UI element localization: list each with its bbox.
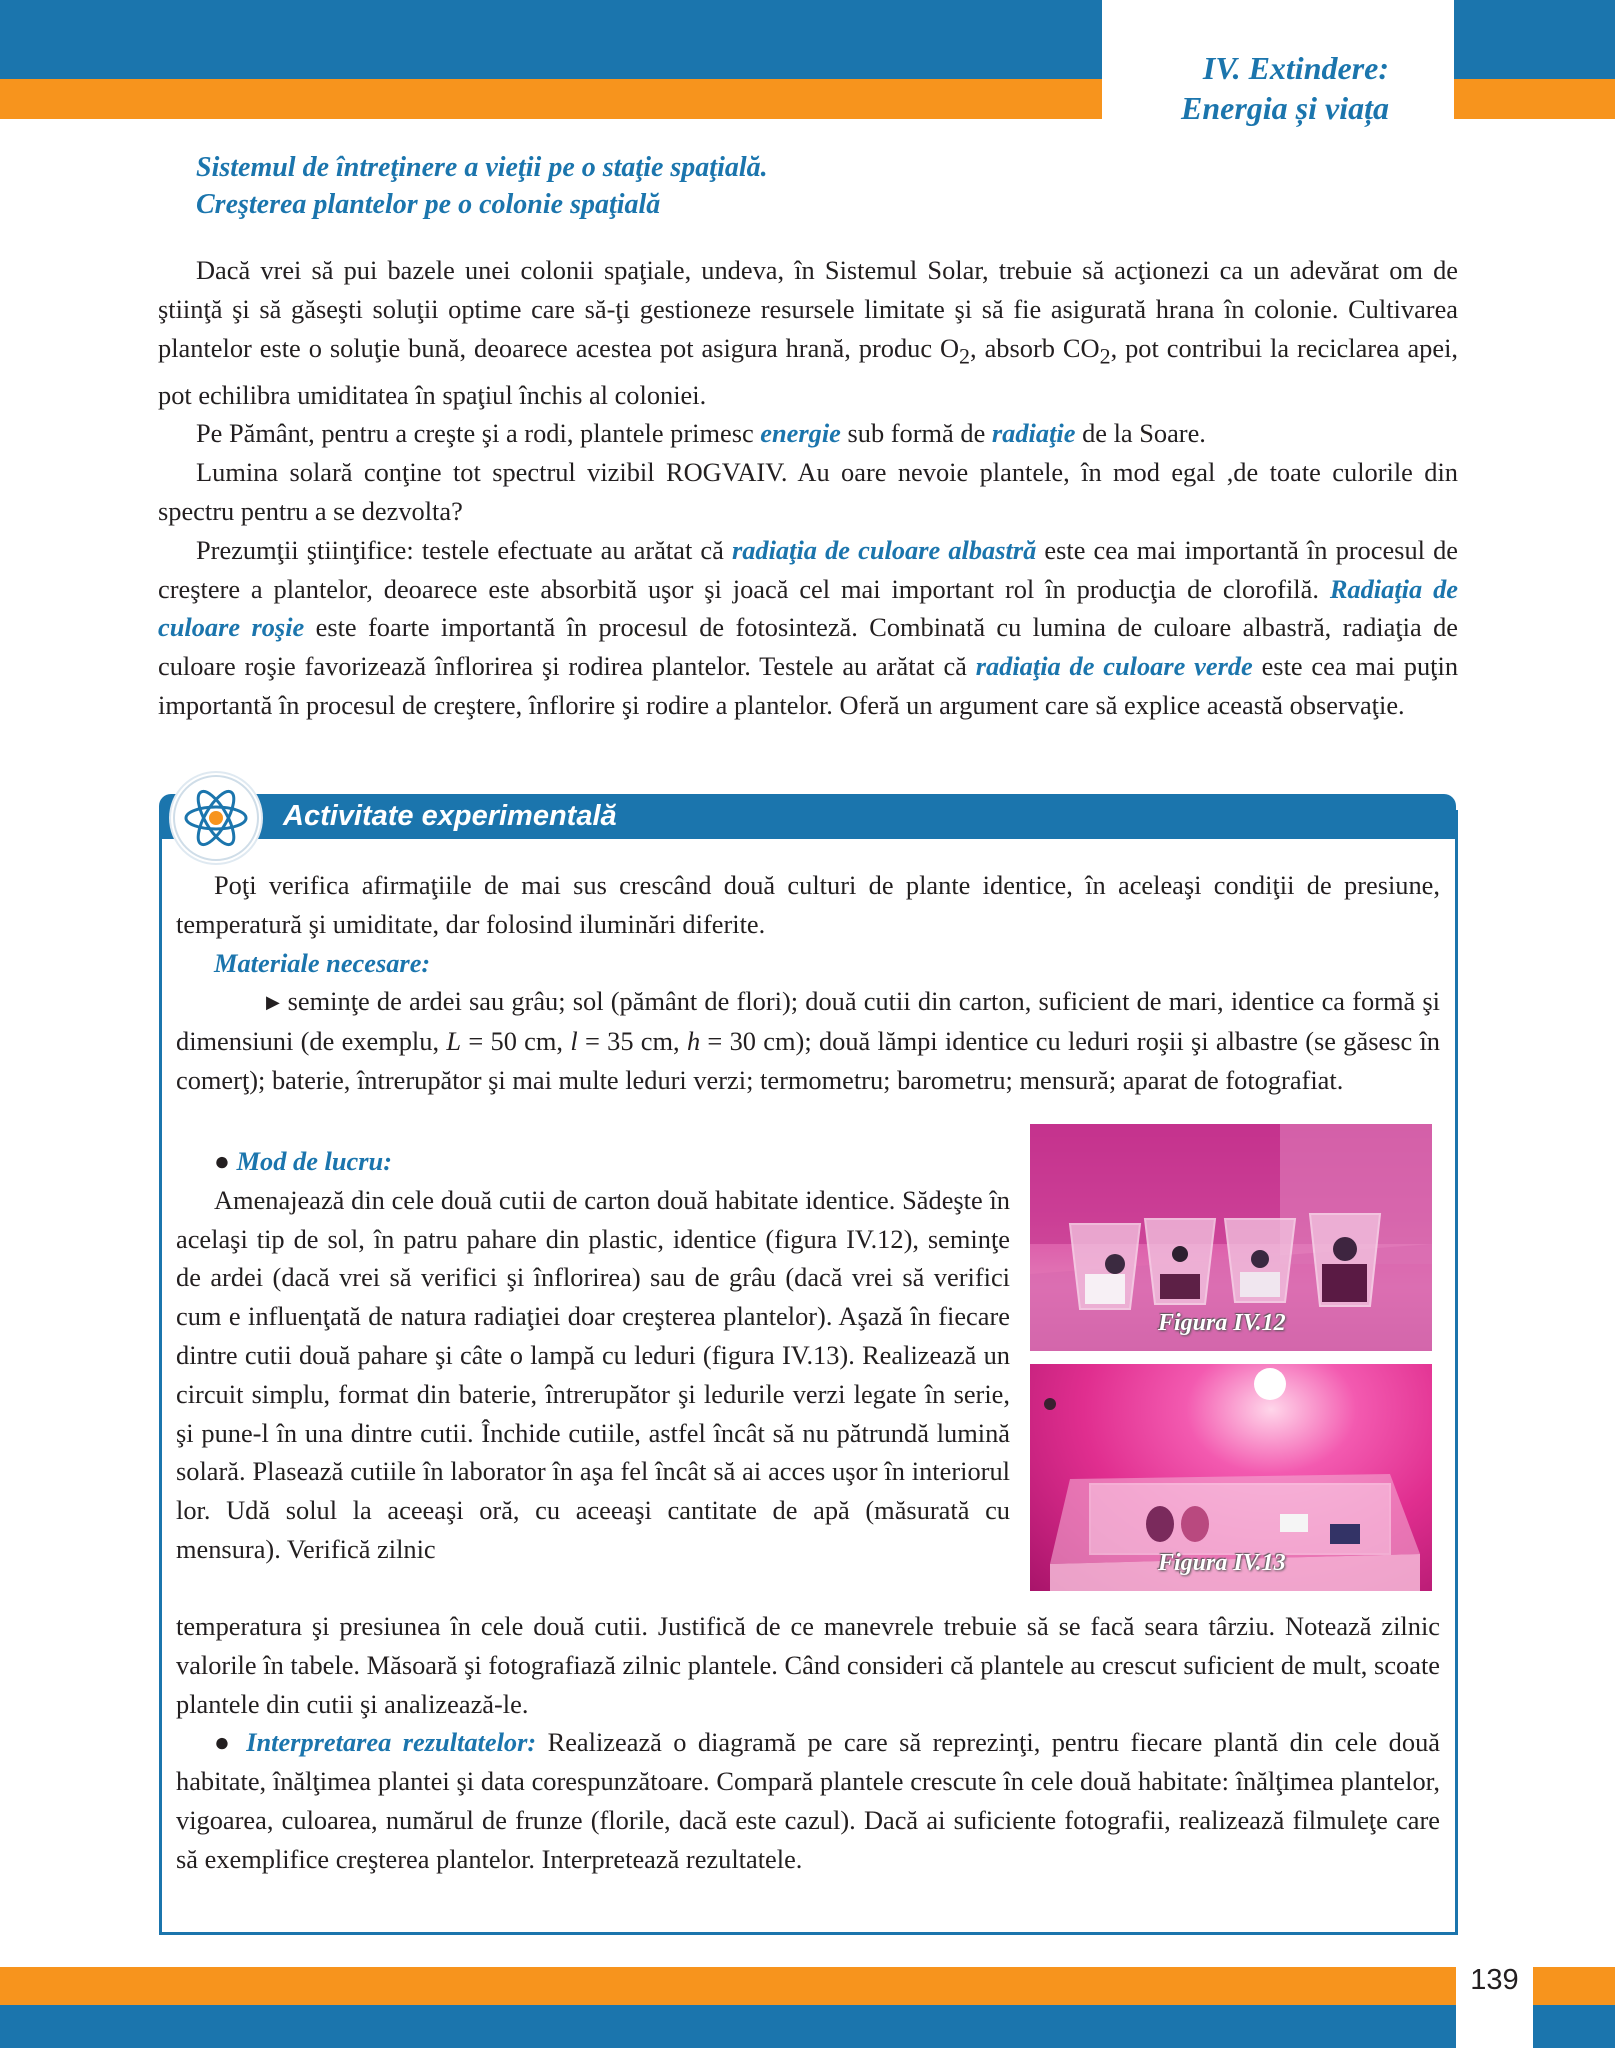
triangle-bullet-icon: ▶ <box>266 992 281 1013</box>
highlight-term: Radiaţia de culoare roşie <box>158 573 1458 643</box>
text: = 50 cm, <box>461 1026 571 1057</box>
text: = 30 cm); două lămpi identice cu leduri roşii şi albastre (se găsesc în comerţ); baterie, întrerupător şi mai multe leduri verzi; termometru; barometru; mensură; aparat de fotografiat. <box>176 1026 1440 1095</box>
intro-paragraph <box>158 414 1458 453</box>
variable: L <box>446 1026 462 1057</box>
section-title-line1: Sistemul de întreţinere a vieţii pe o staţie spaţială. <box>196 152 768 183</box>
method-section <box>176 1142 1010 1569</box>
highlight-term: radiaţia de culoare albastră <box>731 534 1037 565</box>
page-number: 139 <box>1470 1964 1519 1996</box>
text: Prezumţii ştiinţifice: testele efectuate au arătat că <box>196 534 732 565</box>
interpretation-paragraph <box>176 1723 1440 1878</box>
text: Dacă vrei să pui bazele unei colonii spaţiale, undeva, în Sistemul Solar, trebuie să acţionezi ca un adevărat om de ştiinţă şi să găseşti soluţii optime care să-ţi gestioneze resursele limitate şi să fie asigurată hrana în colonie. Cultivarea plantelor este o soluţie bună, deoarece acestea pot asigura hrană, produc O <box>158 255 1458 363</box>
text: = 35 cm, <box>577 1026 687 1057</box>
text: este cea mai importantă în procesul de creştere a plantelor, deoarece este absorbită uşor şi joacă cel mai important rol în producţia de clorofilă. <box>158 534 1458 604</box>
bottom-orange-band <box>0 1967 1615 2005</box>
materials-list <box>176 982 1440 1099</box>
variable: h <box>686 1026 701 1057</box>
method-text: Amenajează din cele două cutii de carton două habitate identice. Sădeşte în acelaşi tip de sol, în patru pahare din plastic, identice (figura IV.12), seminţe de ardei (dacă vrei să verifici şi înflorirea) sau de grâu (dacă vrei să verifici cum e influenţată de natura radiaţiei doar creşterea plantelor). Aşază în fiecare dintre cutii două pahare şi câte o lampă cu leduri (figura IV.13). Realizează un circuit simplu, format din baterie, întrerupător şi ledurile verzi legate în serie, şi pune-l în una dintre cutii. Închide cutiile, astfel încât să nu pătrundă lumină solară. Plasează cutiile în laborator în aşa fel încât să ai acces uşor în interiorul lor. Udă solul la aceeaşi oră, cu aceeaşi cantitate de apă (măsurată cu mensura). Verifică zilnic <box>176 1184 1010 1564</box>
text: de la Soare. <box>1075 418 1206 449</box>
text: sub formă de <box>840 418 992 449</box>
intro-paragraph <box>158 531 1458 725</box>
intro-paragraph <box>158 251 1458 414</box>
activity-intro <box>176 866 1440 1100</box>
subscript: 2 <box>1099 342 1111 368</box>
figure-iv13-caption: Figura IV.13 <box>1158 1550 1286 1576</box>
text: , pot contribui la reciclarea apei, pot echilibra umiditatea în spaţiul închis al coloniei. <box>158 332 1458 410</box>
subscript: 2 <box>959 342 971 368</box>
chapter-title-line2: Energia și viața <box>1180 90 1389 126</box>
materials-heading <box>176 944 1440 983</box>
text: este cea mai puţin importantă în procesul de creştere, înflorire şi rodire a plantelor. Oferă un argument care să explice această observaţie. <box>158 651 1459 721</box>
highlight-term: energie <box>760 418 841 449</box>
text: seminţe de ardei sau grâu; sol (pământ de flori); două cutii din carton, suficient de mari, identice ca formă şi dimensiuni (de exemplu, <box>176 986 1441 1057</box>
section-title-line2: Creşterea plantelor pe o colonie spaţială <box>196 189 661 220</box>
section-title <box>196 149 768 223</box>
intro-text <box>158 251 1458 725</box>
variable: l <box>570 1026 578 1057</box>
method-continuation <box>176 1607 1440 1879</box>
interpretation-label: Interpretarea rezultatelor: <box>246 1727 537 1758</box>
figure-iv12-photo <box>1030 1124 1432 1351</box>
text: este foarte importantă în procesul de fotosinteză. Combinată cu lumina de culoare albastră, radiaţia de culoare roşie favorizează înflorirea şi rodirea plantelor. Testele au arătat că <box>158 612 1459 682</box>
method-heading <box>176 1142 1010 1181</box>
figure-iv12-caption: Figura IV.12 <box>1158 1310 1286 1336</box>
figure-iv13-photo <box>1030 1364 1432 1591</box>
text: Realizează o diagramă pe care să reprezinţi, pentru fiecare plantă din cele două habitate, înălţimea plantei şi data corespunzătoare. Compară plantele crescute în cele două habitate: înălţimea plantelor, vigoarea, culoarea, numărul de frunze (florile, dacă este cazul). Dacă ai suficiente fotografii, realizează filmuleţe care să exemplifice creşterea plantelor. Interpretează rezultatele. <box>176 1727 1440 1874</box>
chapter-title <box>1181 48 1389 128</box>
materials-label: Materiale necesare: <box>214 947 431 978</box>
method-text-cont: temperatura şi presiunea în cele două cutii. Justifică de ce manevrele trebuie să se facă seara târziu. Notează zilnic valorile în tabele. Măsoară şi fotografiază zilnic plantele. Când consideri că plantele au crescut suficient de mult, scoate plantele din cutii şi analizează-le. <box>176 1611 1440 1719</box>
activity-title: Activitate experimentală <box>283 800 617 832</box>
text: Pe Pământ, pentru a creşte şi a rodi, plantele primesc <box>196 418 761 449</box>
chapter-title-line1: IV. Extindere: <box>1202 50 1389 86</box>
bullet-dot-icon: ● <box>214 1146 230 1176</box>
intro-paragraph: Lumina solară conţine tot spectrul vizibil ROGVAIV. Au oare nevoie plantele, în mod egal ,de toate culorile din spectru pentru a se dezvolta? <box>158 457 1458 527</box>
highlight-term: radiaţie <box>991 418 1076 449</box>
bottom-blue-band <box>0 2005 1615 2048</box>
bullet-dot-icon: ● <box>214 1727 235 1758</box>
activity-paragraph: Poţi verifica afirmaţiile de mai sus crescând două culturi de plante identice, în aceleaşi condiţii de presiune, temperatură şi umiditate, dar folosind iluminări diferite. <box>176 870 1440 939</box>
method-label: Mod de lucru: <box>236 1146 392 1176</box>
highlight-term: radiaţia de culoare verde <box>975 651 1253 682</box>
text: , absorb CO <box>970 332 1100 363</box>
atom-icon <box>171 773 261 863</box>
